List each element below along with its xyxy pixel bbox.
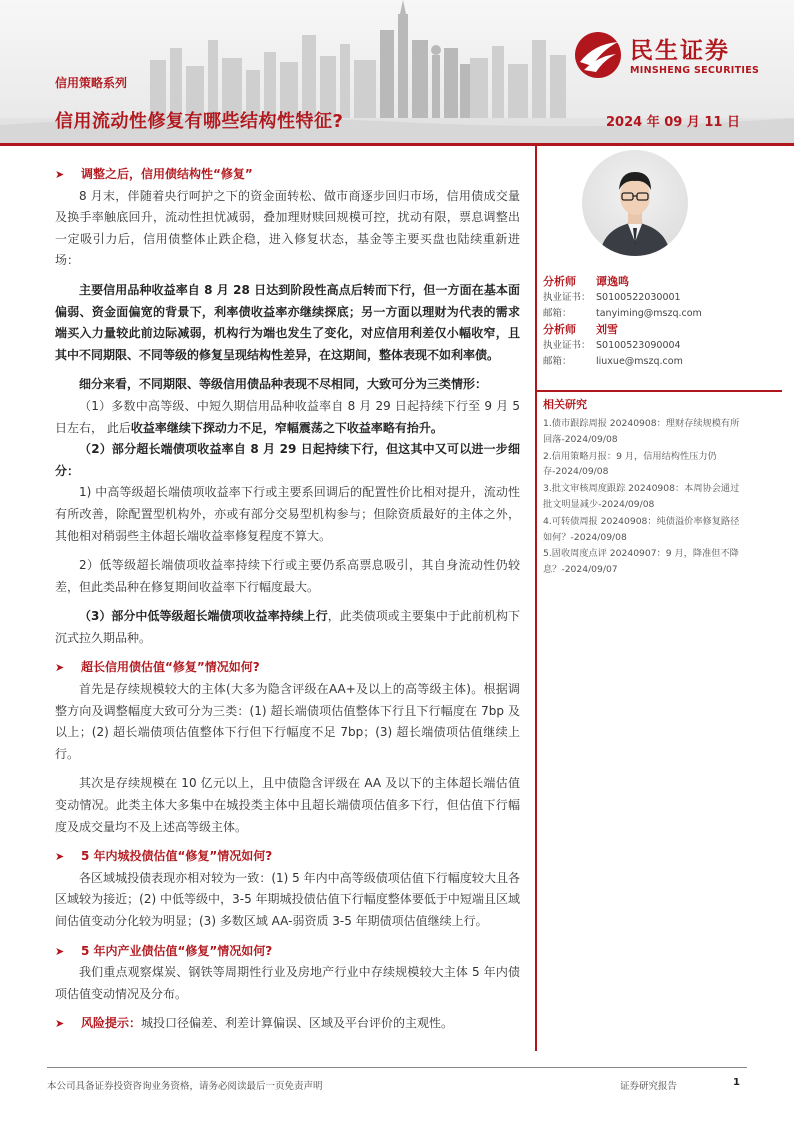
arrow-bullet-icon: ➤ — [55, 168, 65, 181]
analyst-email[interactable]: 邮箱： tanyiming@mszq.com — [543, 307, 702, 319]
paragraph: 主要信用品种收益率自 8 月 28 日达到阶段性高点后转而下行，但一方面在基本面偏弱、资金面偏宽的背景下，利率债收益率亦继续探底；另一方面以理财为代表的需求端买入力量较此前边际减弱，机构行为端也发生了变化，对应信用利差仅小幅收窄，且其中不同期限、不同等级的修复呈现结构性差异，在这期间，整体表现不如利率债。 — [55, 282, 520, 362]
paragraph: 1) 中高等级超长端债项收益率下行或主要系回调后的配置性价比相对提升，流动性有所改善，除配置型机构外，亦或有部分交易型机构参与；但除资质最好的主体之外，其他相对稍弱些主体超长端收益率修复程度不算大。 — [55, 485, 520, 543]
related-title: 相关研究 — [543, 398, 587, 411]
related-list — [543, 416, 743, 578]
company-logo — [572, 30, 772, 82]
report-title: 信用流动性修复有哪些结构性特征? — [55, 111, 344, 132]
paragraph: 各区域城投债表现亦相对较为一致：(1) 5 年内中高等级债项估值下行幅度较大且各区域较为接近；(2) 中低等级中，3-5 年期城投债估值下行幅度整体要低于中短端且区域间估值变动分化较为明显；(3) 多数区域 AA-弱资质 3-5 年期债项估值继续上行。 — [55, 870, 520, 928]
logo-name-cn: 民生证券 — [630, 38, 730, 64]
related-item[interactable]: 1.债市跟踪周报 20240908：理财存续规模有所回落-2024/09/08 — [543, 418, 740, 445]
arrow-bullet-icon: ➤ — [55, 1017, 65, 1031]
section-heading: ➤ 5 年内城投债估值“修复”情况如何? — [55, 846, 520, 868]
arrow-bullet-icon: ➤ — [55, 944, 65, 958]
paragraph: 细分来看，不同期限、等级信用债品种表现不尽相同，大致可分为三类情形： — [79, 377, 488, 392]
analyst-cert: 执业证书： S0100522030001 — [543, 292, 681, 303]
section-heading: ➤ 调整之后，信用债结构性“修复” — [55, 164, 520, 186]
section-heading: ➤ 超长信用债估值“修复”情况如何? — [55, 657, 520, 679]
paragraph: 首先是存续规模较大的主体(大多为隐含评级在AA+及以上的高等级主体)。根据调整方向及调整幅度大致可分为三类：(1) 超长端债项估值整体下行且下行幅度在 7bp 及以上；(2) 超长端债项估值整体下行但下行幅度不足 7bp；(3) 超长端债项估值继续上行。 — [55, 682, 520, 761]
column-divider — [535, 146, 537, 1051]
arrow-bullet-icon: ➤ — [55, 661, 65, 675]
paragraph: 其次是存续规模在 10 亿元以上，且中债隐含评级在 AA 及以下的主体超长端估值变动情况。此类主体大多集中在城投类主体中且超长端债项估值多下行，但估值下行幅度及成交量均不及上述高等级主体。 — [55, 776, 520, 834]
related-divider — [537, 390, 782, 392]
arrow-bullet-icon: ➤ — [55, 850, 65, 864]
paragraph: 2）低等级超长端债项收益率持续下行或主要仍系高票息吸引，其自身流动性仍较差，但此类品种在修复期间收益率下行幅度最大。 — [55, 558, 520, 594]
analyst-name-row: 分析师 谭逸鸣 — [543, 275, 629, 288]
related-item[interactable]: 5.固收周度点评 20240907：9 月，降准但不降息？-2024/09/07 — [543, 548, 739, 576]
report-date: 2024 年 09 月 11 日 — [606, 115, 740, 130]
report-series: 信用策略系列 — [55, 76, 128, 90]
logo-name-en: MINSHENG SECURITIES — [630, 65, 760, 76]
risk-warning: ➤ 风险提示：城投口径偏差、利差计算偏误、区域及平台评价的主观性。 — [55, 1013, 520, 1035]
related-research — [537, 390, 782, 579]
analyst-info — [543, 273, 773, 370]
report-header — [0, 0, 794, 143]
paragraph: （1）多数中高等级、中短久期信用品种收益率自 8 月 29 日起持续下行至 9 月 5 日左右， 此后收益率继续下探动力不足，窄幅震荡之下收益率略有抬升。 — [55, 398, 520, 435]
paragraph: （3）部分中低等级超长端债项收益率持续上行，此类债项或主要集中于此前机构下沉式拉久期品种。 — [55, 609, 520, 645]
analyst-photo — [582, 150, 688, 256]
related-item[interactable]: 4.可转债周报 20240908：纯债溢价率修复路径如何？-2024/09/08 — [543, 515, 740, 543]
paragraph: 我们重点观察煤炭、钢铁等周期性行业及房地产行业中存续规模较大主体 5 年内债项估值变动情况及分布。 — [55, 965, 520, 1001]
analyst-portrait-icon — [582, 150, 688, 256]
paragraph: 8 月末，伴随着央行呵护之下的资金面转松、做市商逐步回归市场，信用债成交量及换手率触底回升，流动性担忧减弱，叠加理财赎回规模可控，扰动有限，票息调整出一定吸引力后，信用债整体止跌企稳，进入修复状态，基金等主要买盘也陆续重新进场： — [55, 188, 520, 268]
analyst-name-row: 分析师 刘雪 — [543, 323, 618, 337]
related-item[interactable]: 3.批文审核周度跟踪 20240908：本周协会通过批文明显减少-2024/09/08 — [543, 483, 740, 510]
footer-doc-type: 证券研究报告 — [620, 1081, 678, 1092]
main-content — [55, 164, 520, 1035]
paragraph: （2）部分超长端债项收益率自 8 月 29 日起持续下行，但这其中又可以进一步细分： — [55, 442, 520, 478]
section-heading: ➤ 5 年内产业债估值“修复”情况如何? — [55, 941, 520, 963]
logo-swoosh-icon — [572, 30, 624, 80]
footer-divider — [47, 1067, 747, 1068]
analyst-email[interactable]: 邮箱： liuxue@mszq.com — [543, 356, 683, 368]
page-number: 1 — [733, 1077, 740, 1088]
header-divider — [0, 143, 794, 146]
analyst-cert: 执业证书： S0100523090004 — [543, 340, 681, 352]
footer-disclaimer: 本公司具备证券投资咨询业务资格，请务必阅读最后一页免责声明 — [47, 1081, 323, 1092]
related-item[interactable]: 2.信用策略月报：9 月，信用结构性压力仍存-2024/09/08 — [543, 450, 717, 478]
